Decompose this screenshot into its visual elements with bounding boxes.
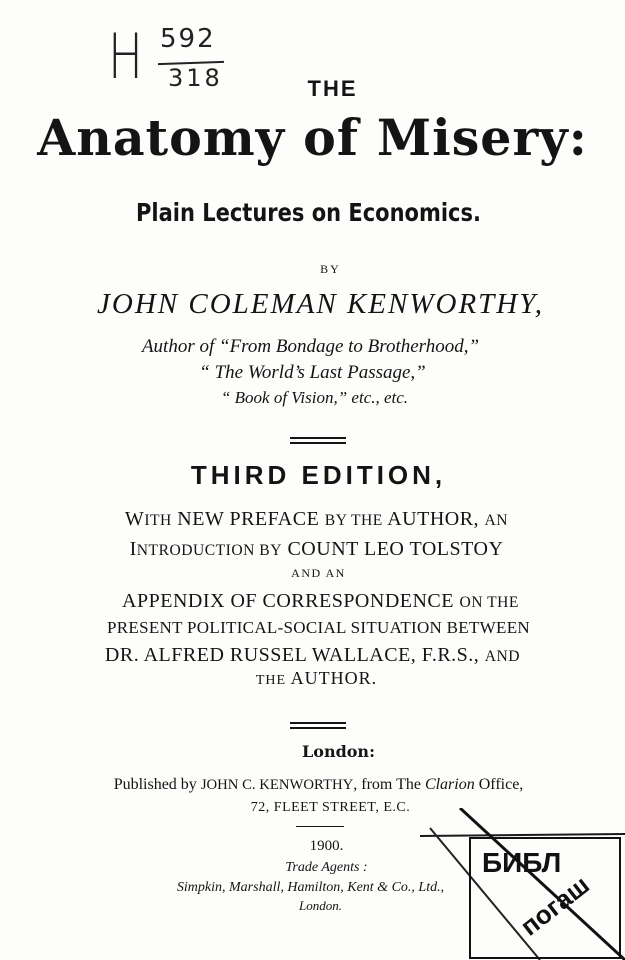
trade-agents-list: Simpkin, Marshall, Hamilton, Kent & Co., Ltd., — [176, 880, 445, 895]
preface-new: NEW PREFACE — [171, 508, 325, 530]
wallace-name: ALFRED RUSSEL WALLACE, F.R.S., — [139, 644, 485, 666]
preface-line — [4, 508, 625, 531]
publication-year: 1900. — [309, 838, 344, 854]
present-situation-line: PRESENT POLITICAL-SOCIAL SITUATION BETWEEN — [107, 618, 530, 637]
stamp-text-top: БИБЛ — [482, 847, 562, 878]
appendix-on: ON THE — [459, 594, 519, 611]
publisher-address: 72, FLEET STREET, E.C. — [250, 800, 411, 815]
main-title: Anatomy of Misery: — [37, 108, 588, 167]
edition-title: THIRD EDITION, — [190, 460, 447, 490]
publisher-name: JOHN C. KENWORTHY — [200, 777, 354, 793]
appendix-line — [8, 590, 625, 613]
the-author-line — [4, 668, 625, 689]
published-from: , from The — [353, 776, 425, 793]
the-author-name: AUTHOR. — [286, 668, 378, 688]
double-rule-1b — [290, 442, 346, 444]
published-prefix: Published by — [113, 776, 201, 793]
author-name: JOHN COLEMAN KENWORTHY, — [97, 288, 544, 320]
trade-agents-label: Trade Agents : — [285, 860, 368, 875]
library-stamp-graphic — [420, 808, 625, 960]
preface-w: W — [124, 508, 145, 530]
double-rule-1a — [290, 437, 346, 439]
intro-i: I — [129, 538, 137, 560]
subtitle: Plain Lectures on Economics. — [135, 198, 481, 227]
author-works-line3: “ Book of Vision,” etc., etc. — [220, 388, 409, 407]
shelfmark-number-bottom: 318 — [168, 64, 223, 92]
appendix-main: APPENDIX OF CORRESPONDENCE — [122, 590, 460, 612]
library-stamp — [420, 808, 625, 960]
intro-tolstoy: COUNT LEO TOLSTOY — [281, 538, 504, 560]
double-rule-2a — [290, 722, 346, 724]
preface-author: AUTHOR, — [382, 508, 485, 530]
author-works-line2: “ The World’s Last Passage,” — [199, 362, 426, 383]
title-the: THE — [307, 76, 358, 101]
preface-an: AN — [484, 512, 509, 529]
preface-by: BY THE — [324, 512, 383, 529]
stamp-text-diagonal: погаш — [514, 869, 595, 942]
shelfmark-number-top: 592 — [160, 24, 216, 54]
trade-agents-city: London. — [299, 898, 342, 913]
clarion-office: Clarion — [424, 776, 475, 793]
shelfmark-letter: H — [108, 20, 143, 93]
author-works-line1: Author of “From Bondage to Brotherhood,” — [141, 336, 480, 357]
and-an-label: AND AN — [291, 566, 346, 580]
wallace-dr: DR. — [104, 644, 140, 666]
wallace-line — [0, 644, 625, 667]
imprint-place: London: — [302, 742, 375, 761]
preface-ith: ITH — [144, 512, 172, 529]
office-suffix: Office, — [474, 776, 524, 793]
wallace-and: AND — [484, 648, 521, 665]
the-author-the: THE — [255, 672, 287, 688]
single-rule — [296, 826, 344, 827]
double-rule-2b — [290, 727, 346, 729]
by-label: BY — [320, 262, 341, 276]
published-line — [6, 776, 625, 794]
introduction-line — [4, 538, 625, 561]
intro-rest: NTRODUCTION BY — [136, 542, 282, 559]
